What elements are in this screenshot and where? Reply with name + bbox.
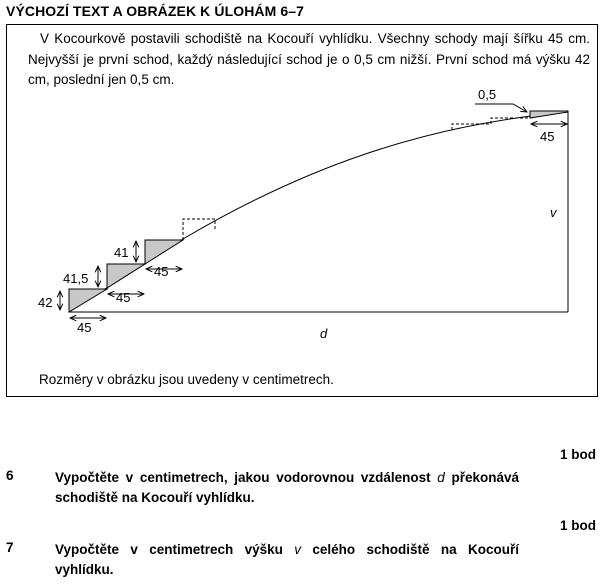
points-q6: 1 bod <box>560 447 596 462</box>
dashed-top-steps <box>452 118 530 130</box>
label-w-last: 45 <box>540 129 555 144</box>
units-note: Rozměry v obrázku jsou uvedeny v centimetrech. <box>39 372 334 387</box>
question-7-text: Vypočtěte v centimetrech výšku v celého schodiště na Kocouří vyhlídku. <box>55 542 520 577</box>
question-6-text: Vypočtěte v centimetrech, jakou vodorovnou vzdálenost d překonává schodiště na Kocouří vyhlídku. <box>55 470 519 505</box>
question-number-7: 7 <box>6 540 14 555</box>
label-w3: 45 <box>154 264 169 279</box>
label-w2: 45 <box>116 290 131 305</box>
label-h-last: 0,5 <box>478 87 497 102</box>
step-2-triangle <box>107 264 145 288</box>
variable-d: d <box>437 470 445 485</box>
variable-v: v <box>294 542 302 557</box>
question-number-6: 6 <box>6 468 14 483</box>
step-1-triangle <box>69 289 107 312</box>
staircase-curve <box>69 112 568 312</box>
section-heading: VÝCHOZÍ TEXT A OBRÁZEK K ÚLOHÁM 6–7 <box>6 3 305 19</box>
h-last-leader <box>475 104 527 112</box>
label-h2: 41,5 <box>63 271 89 286</box>
points-q7: 1 bod <box>560 518 596 533</box>
label-h3: 41 <box>114 245 129 260</box>
label-v: v <box>550 205 557 220</box>
last-step <box>530 111 568 118</box>
label-d: d <box>320 326 328 341</box>
label-h1: 42 <box>38 295 53 310</box>
step-3-triangle <box>145 240 183 264</box>
label-w1: 45 <box>77 320 92 335</box>
intro-text: V Kocourkově postavili schodiště na Kocouří vyhlídku. Všechny schody mají šířku 45 cm. Nejvyšší je první schod, každý následující schod je o 0,5 cm nižší. První schod má výšku 42 cm, poslední jen 0,5 cm. <box>28 31 590 87</box>
